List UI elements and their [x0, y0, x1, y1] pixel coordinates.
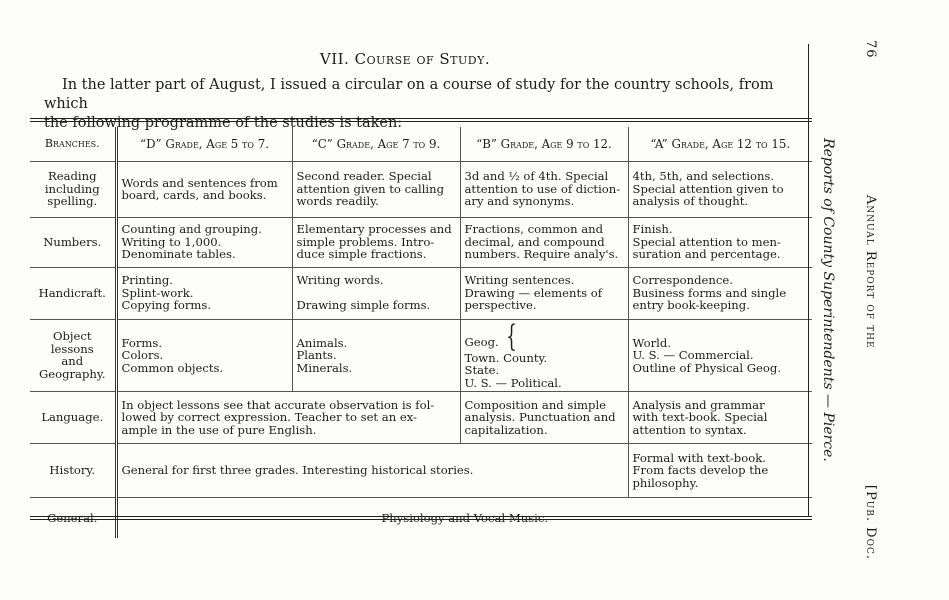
reading-grade-d: Words and sentences from board, cards, and books. — [116, 161, 292, 217]
reading-grade-b: 3d and ½ of 4th. Special attention to use of diction- ary and synonyms. — [460, 161, 628, 217]
course-of-study-table — [30, 127, 812, 538]
object-grade-b — [460, 319, 628, 392]
object-grade-d: Forms. Colors. Common objects. — [116, 319, 292, 392]
branch-history: History. — [30, 444, 116, 498]
branch-general: General. — [30, 498, 116, 538]
table-row-language — [30, 392, 812, 444]
numbers-grade-c: Elementary processes and simple problems. Intro- duce simple fractions. — [292, 217, 460, 267]
section-heading: Course of Study. — [354, 50, 491, 68]
numbers-grade-b: Fractions, common and decimal, and compound numbers. Require analy's. — [460, 217, 628, 267]
table-row-object-lessons — [30, 319, 812, 392]
reading-grade-c: Second reader. Special attention given to calling words readily. — [292, 161, 460, 217]
object-grade-a: World. U. S. — Commercial. Outline of Physical Geog. — [628, 319, 812, 392]
language-grades-d-c: In object lessons see that accurate observation is fol- lowed by correct expression. Teacher to set an ex- ample in the use of pure English. — [116, 392, 460, 444]
history-grades-d-c-b: General for first three grades. Interesting historical stories. — [116, 444, 628, 498]
page-number: 76 — [863, 40, 878, 59]
intro-paragraph — [44, 76, 804, 133]
numbers-grade-a: Finish. Special attention to men- suration and percentage. — [628, 217, 812, 267]
handicraft-grade-b: Writing sentences. Drawing — elements of perspective. — [460, 267, 628, 319]
language-grade-a: Analysis and grammar with text-book. Special attention to syntax. — [628, 392, 812, 444]
branch-reading: Reading including spelling. — [30, 161, 116, 217]
table-header-row — [30, 127, 812, 161]
branch-numbers: Numbers. — [30, 217, 116, 267]
table-row-history — [30, 444, 812, 498]
geog-label: Geog. — [464, 334, 499, 349]
general-all-grades: Physiology and Vocal Music. — [381, 510, 549, 525]
doc-label: [Pub. Doc. — [863, 484, 878, 560]
geography-brace-group — [464, 319, 624, 390]
header-grade-b: “B” Grade, Age 9 to 12. — [460, 127, 628, 161]
header-grade-d: “D” Grade, Age 5 to 7. — [116, 127, 292, 161]
header-grade-a: “A” Grade, Age 12 to 15. — [628, 127, 812, 161]
curly-brace-glyph: { — [506, 319, 518, 354]
handicraft-grade-a: Correspondence. Business forms and single entry book-keeping. — [628, 267, 812, 319]
section-title — [0, 50, 810, 68]
bottom-rule-2 — [30, 519, 812, 520]
numbers-grade-d: Counting and grouping. Writing to 1,000. Denominate tables. — [116, 217, 292, 267]
handicraft-grade-d: Printing. Splint-work. Copying forms. — [116, 267, 292, 319]
intro-line-1: In the latter part of August, I issued a circular on a course of study for the country schools, from which — [44, 77, 774, 112]
bottom-rule — [30, 516, 812, 517]
table-row-numbers — [30, 217, 812, 267]
header-branches: Branches. — [30, 127, 116, 161]
branch-object-lessons: Object lessons and Geography. — [30, 319, 116, 392]
top-rule — [30, 118, 812, 119]
page-header-rotated — [858, 40, 878, 560]
top-rule-2 — [30, 121, 812, 122]
reading-grade-a: 4th, 5th, and selections. Special attention given to analysis of thought. — [628, 161, 812, 217]
running-title: Reports of County Superintendents — Pierce. — [820, 138, 836, 462]
history-grade-a: Formal with text-book. From facts develop the philosophy. — [628, 444, 812, 498]
handicraft-grade-c: Writing words. Drawing simple forms. — [292, 267, 460, 319]
table-row-handicraft — [30, 267, 812, 319]
language-grade-b: Composition and simple analysis. Punctuation and capitalization. — [460, 392, 628, 444]
object-grade-c: Animals. Plants. Minerals. — [292, 319, 460, 392]
header-title: Annual Report of the — [863, 194, 878, 349]
intro-line-2: the following programme of the studies is taken: — [44, 115, 403, 131]
table-row-reading — [30, 161, 812, 217]
margin-vertical-rule — [808, 44, 809, 516]
section-numeral: VII. — [319, 50, 350, 68]
branch-language: Language. — [30, 392, 116, 444]
branch-handicraft: Handicraft. — [30, 267, 116, 319]
table-row-general — [30, 498, 812, 538]
geog-options: Town. County. State. U. S. — Political. — [464, 350, 562, 390]
header-grade-c: “C” Grade, Age 7 to 9. — [292, 127, 460, 161]
